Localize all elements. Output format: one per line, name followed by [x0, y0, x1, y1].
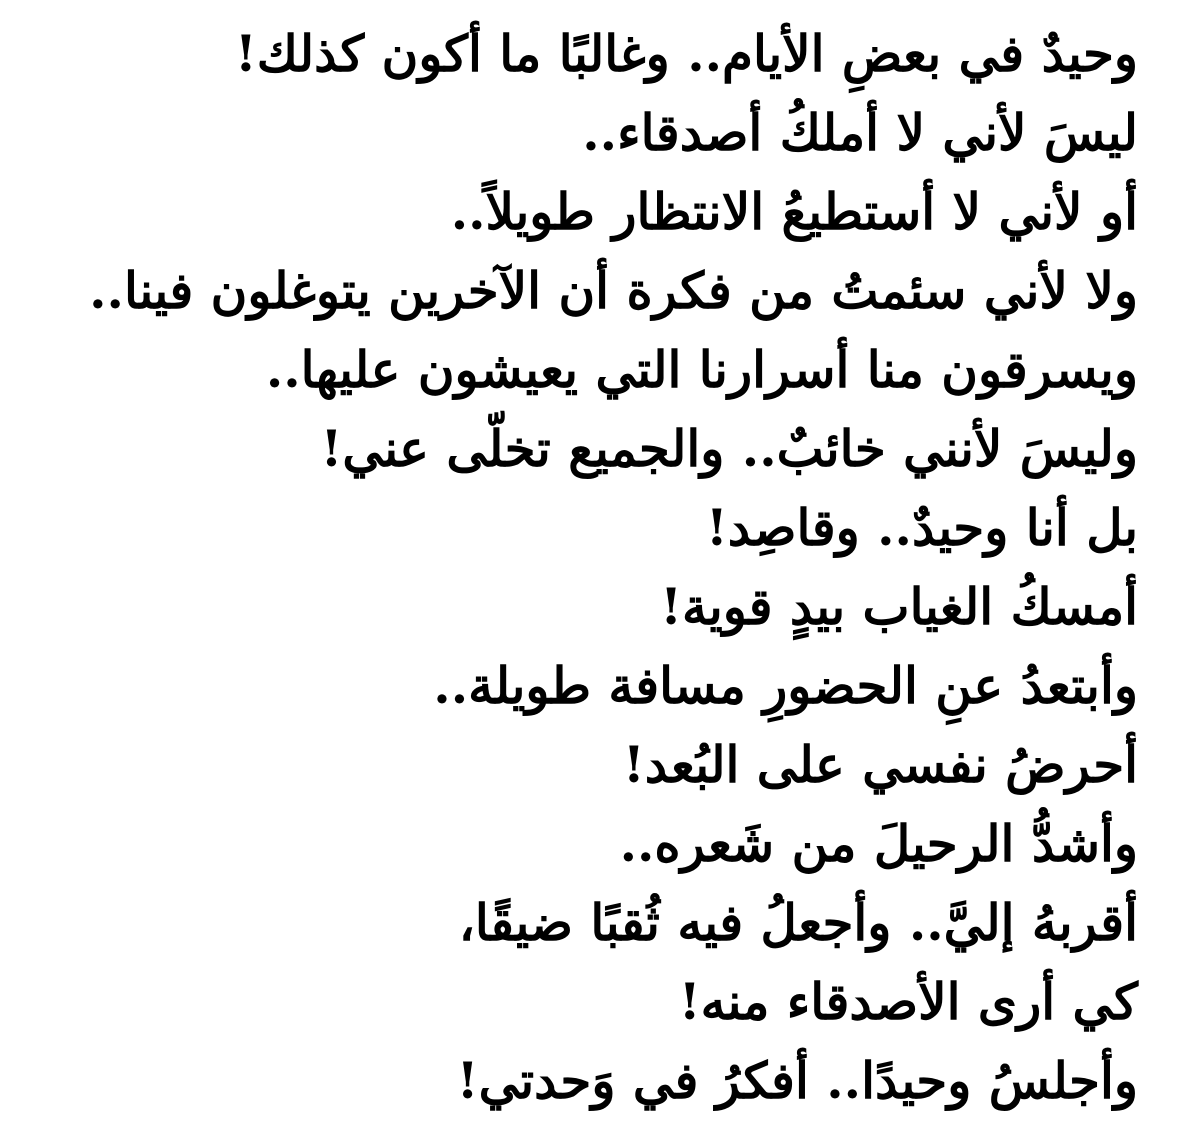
poem-line-3: أو لأني لا أستطيعُ الانتظار طويلاً..: [450, 182, 1138, 241]
poem-line-5: ويسرقون منا أسرارنا التي يعيشون عليها..: [265, 340, 1138, 399]
poem-line-10: أحرضُ نفسي على البُعد!: [622, 735, 1138, 794]
poem-line-4: ولا لأني سئمتُ من فكرة أن الآخرين يتوغلون فينا..: [89, 261, 1138, 320]
poem-line-7: بل أنا وحيدٌ.. وقاصِد!: [705, 498, 1138, 557]
poem-line-9: وأبتعدُ عنِ الحضورِ مسافة طويلة..: [433, 656, 1138, 715]
poem-line-13: كي أرى الأصدقاء منه!: [678, 972, 1138, 1031]
poem-line-11: وأشدُّ الرحيلَ من شَعره..: [619, 814, 1138, 873]
poem-line-2: ليسَ لأني لا أملكُ أصدقاء..: [582, 103, 1138, 162]
poem-line-1: وحيدٌ في بعضِ الأيام.. وغالبًا ما أكون كذلك!: [234, 24, 1138, 83]
poem-line-12: أقربهُ إليَّ.. وأجعلُ فيه ثُقبًا ضيقًا،: [458, 893, 1138, 952]
poem-line-8: أمسكُ الغياب بيدٍ قوية!: [660, 577, 1138, 636]
poem-line-14: وأجلسُ وحيدًا.. أفكرُ في وَحدتي!: [456, 1051, 1138, 1110]
poem-line-6: وليسَ لأنني خائبٌ.. والجميع تخلّى عني!: [320, 419, 1138, 478]
